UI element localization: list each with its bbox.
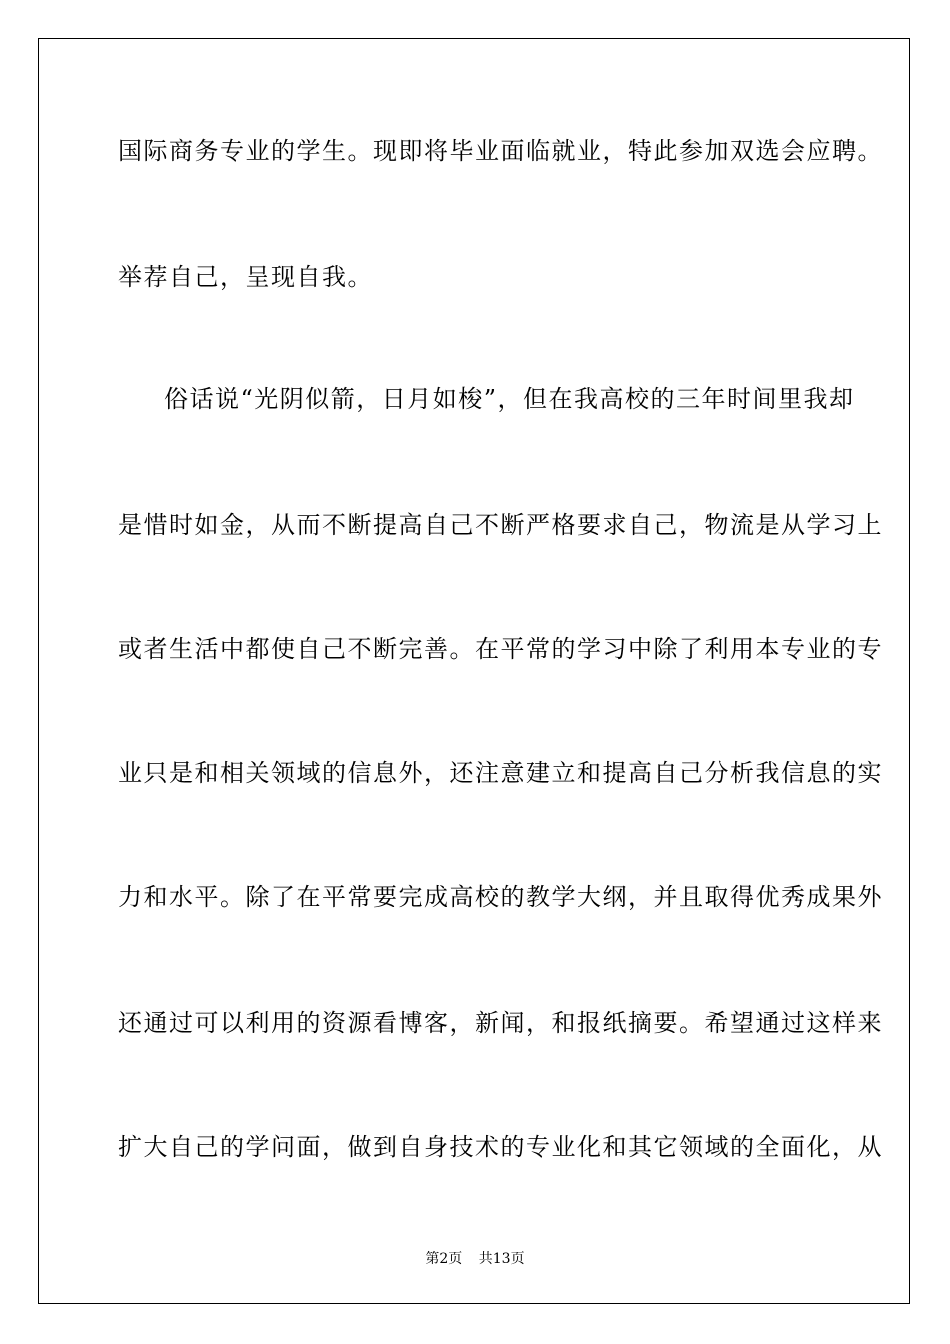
- body-text-line: 举荐自己，呈现自我。: [118, 263, 373, 291]
- page-footer: [0, 1250, 950, 1268]
- page-border: [38, 38, 910, 1304]
- body-text-line: 扩大自己的学问面，做到自身技术的专业化和其它领域的全面化，从: [118, 1133, 883, 1161]
- body-text-line: 俗话说“光阴似箭，日月如梭”，但在我高校的三年时间里我却: [164, 385, 855, 413]
- page-total: 共13页: [478, 1251, 525, 1267]
- body-text-line: 力和水平。除了在平常要完成高校的教学大纲，并且取得优秀成果外: [118, 883, 883, 911]
- body-text-line: 还通过可以利用的资源看博客，新闻，和报纸摘要。希望通过这样来: [118, 1009, 883, 1037]
- body-text-line: 国际商务专业的学生。现即将毕业面临就业，特此参加双选会应聘。: [118, 137, 883, 165]
- body-text-line: 是惜时如金，从而不断提高自己不断严格要求自己，物流是从学习上: [118, 511, 883, 539]
- body-text-line: 或者生活中都使自己不断完善。在平常的学习中除了利用本专业的专: [118, 635, 883, 663]
- body-text-line: 业只是和相关领域的信息外，还注意建立和提高自己分析我信息的实: [118, 759, 883, 787]
- page-number: 第2页: [425, 1251, 463, 1267]
